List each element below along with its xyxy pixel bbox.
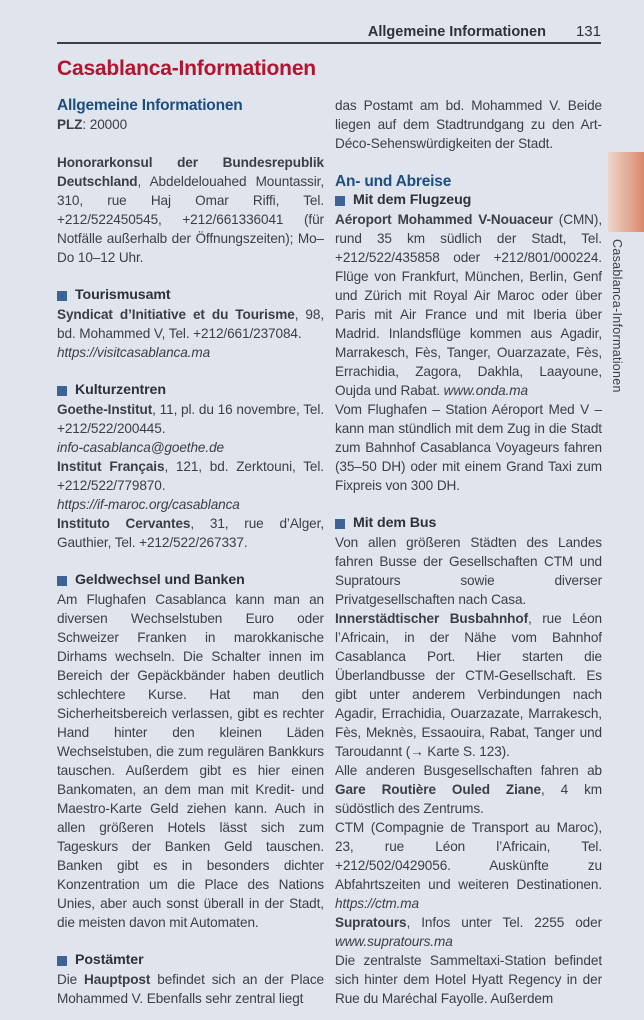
bold-text-run: Hauptpost [84,972,151,987]
paragraph [57,305,324,343]
paragraph [57,514,324,552]
bullet-heading-label: Geldwechsel und Banken [75,572,245,588]
bullet-section-heading [335,191,602,210]
bullet-heading-label: Mit dem Flugzeug [353,192,472,208]
text-run: , 121, bd. Zerktouni, Tel. +212/522/779870. [57,459,324,493]
left-column [57,96,324,1020]
bold-text-run: Syndicat d’Initiative et du Tourisme [57,307,295,322]
text-columns [57,96,602,1020]
bullet-heading-label: Kulturzentren [75,382,166,398]
square-bullet-icon [57,576,67,586]
paragraph [57,438,324,457]
running-header [57,23,601,40]
paragraph [57,115,324,134]
text-run: , 31, rue d’Alger, Gauthier, Tel. +212/522/267337. [57,516,324,550]
section-heading: An- und Abreise [335,173,452,190]
square-bullet-icon [335,519,345,529]
bullet-heading-label: Tourismusamt [75,287,171,303]
text-run: , 4 km südöstlich des Zentrums. [335,782,602,816]
paragraph [57,970,324,1008]
paragraph [57,495,324,514]
bullet-section-heading [57,951,324,970]
paragraph [335,400,602,495]
paragraph [335,818,602,913]
paragraph [57,457,324,495]
square-bullet-icon [57,956,67,966]
bold-text-run: Goethe-Institut [57,402,153,417]
paragraph [335,96,602,153]
text-run: Alle anderen Busgesellschaften fahren ab [335,763,602,778]
paragraph [335,913,602,951]
text-run: Die [57,972,85,987]
text-run: Am Flughafen Casablanca kann man an diversen Wechselstuben Euro oder Schweizer Franken in marokkanische Dirhams wechseln. Die Schalter innen im Bereich der Gepäckbänder haben deutlich schlechtere Kurse. Hat man den Sicherheitsbereich verlassen, gibt es rechter Hand hinter den kleinen Läden Wechselstuben, die zum regulären Bankkurs tauschen. Außerdem gibt es hier einen Bankomaten, an dem man mit Kredit- und Maestro-Karte Geld ziehen kann. Auch in allen größeren Hotels lässt sich zum Tageskurs der Banken Geld tauschen. Banken gibt es in besonders dichter Konzentration um die Place des Nations Unies, aber auch sonst überall in der Stadt, die meisten davon mit Automaten. [57,592,324,930]
paragraph [57,590,324,932]
paragraph [335,609,602,761]
header-rule [57,42,601,44]
text-run: , rue Léon l’Africain, in der Nähe vom Bahnhof Casablanca Port. Hier starten die Überlandbusse der CTM-Gesellschaft. Es gibt unter anderem Verbindungen nach Agadir, Errachidia, Ouarzazate, Marrakesch, Fès, Meknès, Essaouira, Rabat, Tanger und Taroudannt (→ Karte S. 123). [335,611,602,759]
bold-text-run: PLZ [57,117,83,132]
paragraph [57,343,324,362]
square-bullet-icon [57,386,67,396]
bold-text-run: Innerstädtischer Busbahnhof [335,611,529,626]
text-run: : 20000 [82,117,128,132]
paragraph [57,153,324,267]
bold-text-run: Aéroport Mohammed V-Nouaceur [335,212,553,227]
text-run: , 11, pl. du 16 novembre, Tel. +212/522/200445. [57,402,324,436]
bullet-heading-label: Postämter [75,952,144,968]
text-run: Die zentralste Sammeltaxi-Station befindet sich hinter dem Hotel Hyatt Regency in der Rue du Maréchal Fayolle. Außerdem [335,953,602,1006]
square-bullet-icon [57,291,67,301]
page-title: Casablanca-Informationen [57,57,316,80]
square-bullet-icon [335,196,345,206]
text-run: befindet sich an der Place Mohammed V. Ebenfalls sehr zentral liegt [57,972,324,1006]
bullet-section-heading [57,381,324,400]
bullet-section-heading [57,286,324,305]
bold-text-run: Institut Français [57,459,165,474]
bold-text-run: Honorarkonsul der Bundesrepublik Deutschland [57,155,324,189]
paragraph [335,533,602,609]
chapter-thumb-tab [608,152,644,232]
bullet-heading-label: Mit dem Bus [353,515,437,531]
paragraph [335,761,602,818]
right-column [335,96,602,1020]
bold-text-run: Supratours [335,915,407,930]
italic-text-run: https://if-maroc.org/casablanca [57,497,240,512]
paragraph [335,210,602,400]
text-run: , Abdeldelouahed Mountassir, 310, rue Haj Omar Riffi, Tel. +212/522450545, +212/661336041 (für Notfälle außerhalb der Öffnungszeiten); Mo–Do 10–12 Uhr. [57,174,324,265]
text-run: (CMN), rund 35 km südlich der Stadt, Tel. +212/522/435858 oder +212/801/000224. Flüge von Frankfurt, München, Berlin, Genf und Zürich mit Royal Air Maroc oder über Paris mit Air France und mit Iberia über Madrid. Inlandsflüge kommen aus Agadir, Marrakesch, Fès, Tanger, Ouarzazate, Fès, Errachidia, Zagora, Dakhla, Laayoune, Oujda und Rabat. [335,212,602,398]
italic-text-run: info-casablanca@goethe.de [57,440,224,455]
section-heading: Allgemeine Informationen [57,97,243,114]
page-number: 131 [575,23,601,40]
bullet-section-heading [57,571,324,590]
paragraph [335,951,602,1008]
chapter-margin-label: Casablanca-Informationen [610,239,624,393]
running-head-text: Allgemeine Informationen [367,24,546,40]
text-run: Von allen größeren Städten des Landes fahren Busse der Gesellschaften CTM und Supratours sowie diverser Privatgesellschaften nach Casa. [335,535,602,607]
italic-text-run: www.supratours.ma [335,934,453,949]
bullet-section-heading [335,514,602,533]
italic-text-run: https://ctm.ma [335,896,419,911]
text-run: , Infos unter Tel. 2255 oder [406,915,602,930]
text-run: Vom Flughafen – Station Aéroport Med V – kann man stündlich mit dem Zug in die Stadt zum Bahnhof Casablanca Voyageurs fahren (35–50 DH) oder mit einem Grand Taxi zum Fixpreis von 300 DH. [335,402,602,493]
italic-text-run: www.onda.ma [443,383,528,398]
text-run: , 98, bd. Mohammed V, Tel. +212/661/237084. [57,307,324,341]
bold-text-run: Instituto Cervantes [57,516,191,531]
text-run: das Postamt am bd. Mohammed V. Beide liegen auf dem Stadtrundgang zu den Art-Déco-Sehenswürdigkeiten der Stadt. [335,98,602,151]
bold-text-run: Gare Routière Ouled Ziane [335,782,541,797]
paragraph [57,400,324,438]
italic-text-run: https://visitcasablanca.ma [57,345,211,360]
text-run: CTM (Compagnie de Transport au Maroc), 23, rue Léon l’Africain, Tel. +212/502/0429056. Auskünfte zu Abfahrtszeiten und weiteren Destinationen. [335,820,602,892]
